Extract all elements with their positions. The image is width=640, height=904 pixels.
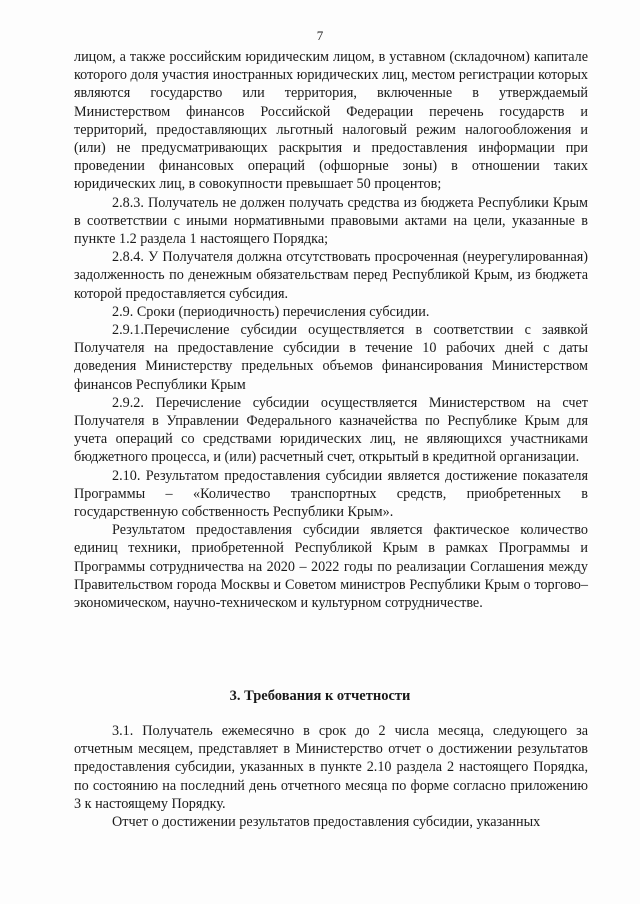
paragraph-report: Отчет о достижении результатов предоставления субсидии, указанных [112, 814, 541, 831]
section-3-heading: 3. Требования к отчетности [229, 688, 411, 704]
paragraph-continued: лицом, а также российским юридическим лицом, в уставном (складочном) капитале которого доля участия иностранных юридических лиц, местом регистрации которых являются государство или территория, включенные в утверждаемый Министерством финансов Российской Федерации перечень государств и территорий, предоставляющих льготный налоговый режим налогообложения и (или) не предусматривающих раскрытия и предоставления информации при проведении финансовых операций (офшорные зоны) в отношении таких юридических лиц, в совокупности превышает 50 процентов; [74, 49, 588, 193]
document-body [74, 48, 588, 612]
paragraph-2-9: 2.9. Сроки (периодичность) перечисления субсидии. [112, 303, 430, 320]
paragraph-2-8-4: 2.8.4. У Получателя должна отсутствовать просроченная (неурегулированная) задолженность по денежным обязательствам перед Республикой Крым, из бюджета которой предоставляется субсидия. [74, 249, 588, 302]
paragraph-2-9-1: 2.9.1.Перечисление субсидии осуществляется в соответствии с заявкой Получателя на предоставление субсидии в течение 10 рабочих дней с даты доведения Министерству предельных объемов финансирования Министерством финансов Республики Крым [74, 322, 588, 393]
paragraph-2-9-2: 2.9.2. Перечисление субсидии осуществляется Министерством на счет Получателя в Управлении Федерального казначейства по Республике Крым для учета операций со средствами юридических лиц, не являющихся участниками бюджетного процесса, и (или) расчетный счет, открытый в кредитной организации. [74, 394, 588, 466]
paragraph-2-10: 2.10. Результатом предоставления субсидии является достижение показателя Программы – «Количество транспортных средств, приобретенных в государственную собственность Республики Крым». [74, 467, 588, 521]
paragraph-2-8-3: 2.8.3. Получатель не должен получать средства из бюджета Республики Крым в соответствии с иными нормативными правовыми актами на цели, указанные в пункте 1.2 раздела 1 настоящего Порядка; [74, 194, 588, 248]
paragraph-result: Результатом предоставления субсидии является фактическое количество единиц техники, приобретенной Республикой Крым в рамках Программы и Программы сотрудничества на 2020 – 2022 годы по реализации Соглашения между Правительством города Москвы и Советом министров Республики Крым о торгово–экономическом, научно-техническом и культурном сотрудничестве. [74, 522, 588, 612]
page-number: 7 [316, 28, 324, 43]
paragraph-3-1: 3.1. Получатель ежемесячно в срок до 2 числа месяца, следующего за отчетным месяцем, представляет в Министерство отчет о достижении результатов предоставления субсидии, указанных в пункте 2.10 раздела 2 настоящего Порядка, по состоянию на последний день отчетного месяца по форме согласно приложению 3 к настоящему Порядку. [74, 723, 588, 812]
section-3-body [74, 722, 588, 831]
